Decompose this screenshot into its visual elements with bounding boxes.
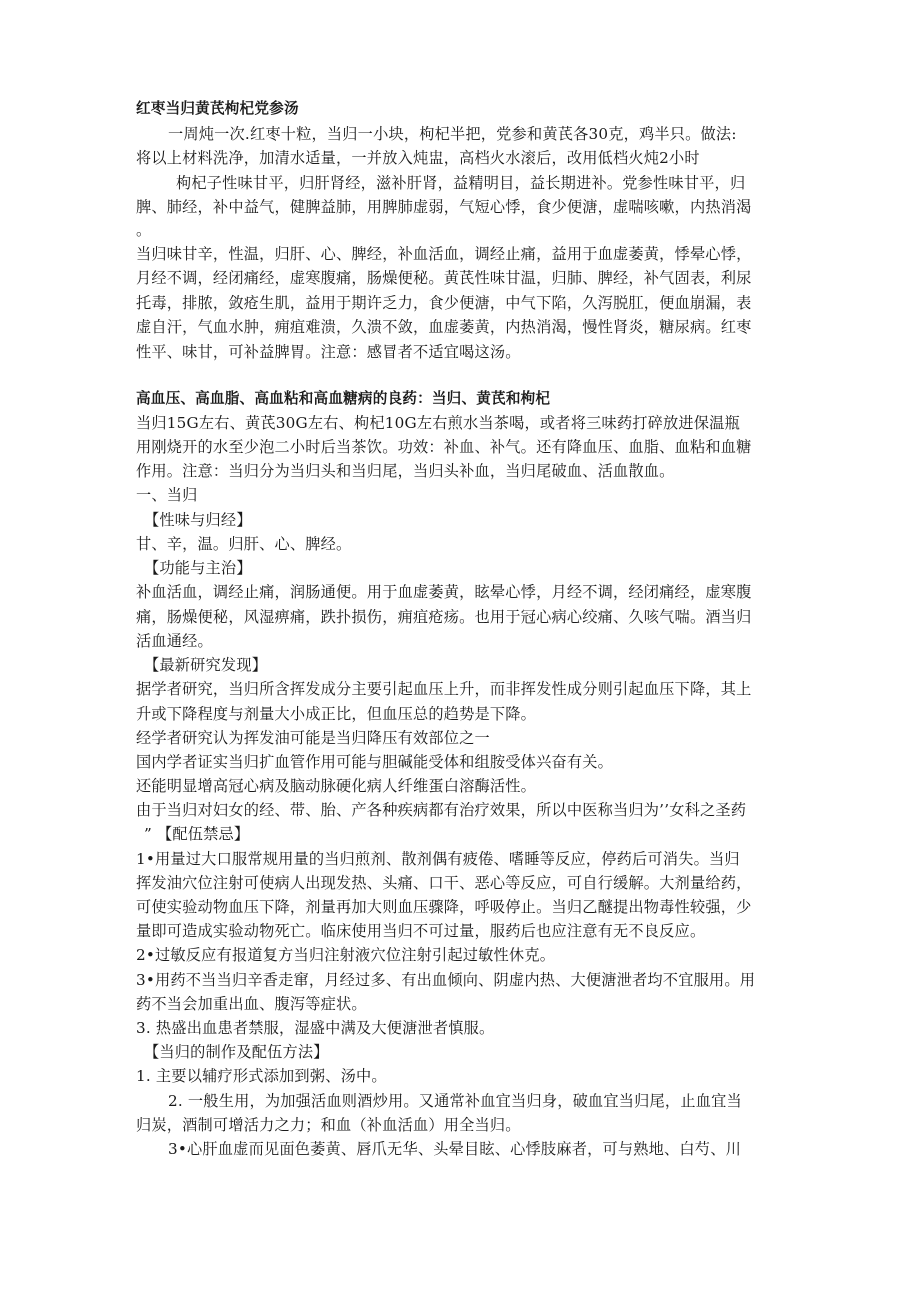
paragraph-line: 补血活血，调经止痛，润肠通便。用于血虚萎黄，眩晕心悸，月经不调，经闭痛经，虚寒腹 [136, 583, 752, 601]
paragraph-line: 作用。注意：当归分为当归头和当归尾，当归头补血，当归尾破血、活血散血。 [136, 462, 675, 480]
paragraph-line: 还能明显增高冠心病及脑动脉硬化病人纤维蛋白溶酶活性。 [136, 777, 537, 795]
paragraph-line: 甘、辛，温。归肝、心、脾经。 [136, 535, 352, 553]
paragraph-line: 当归味甘辛，性温，归肝、心、脾经，补血活血，调经止痛，益用于血虚萎黄，悸晕心悸， [136, 245, 752, 263]
paragraph-line: 经学者研究认为挥发油可能是当归降压有效部位之一 [136, 729, 490, 747]
paragraph-line: 将以上材料洗净，加清水适量，一并放入炖盅，高档火水滚后，改用低档火炖2小时 [136, 149, 700, 167]
paragraph-line: 1•用量过大口服常规用量的当归煎剂、散剂偶有疲倦、嗜睡等反应，停药后可消失。当归 [136, 850, 740, 868]
paragraph-line: 量即可造成实验动物死亡。临床使用当归不可过量，服药后也应注意有无不良反应。 [136, 922, 706, 940]
paragraph-line: 托毒，排脓，敛疮生肌，益用于期许乏力，食少便溏，中气下陷，久泻脱肛，便血崩漏，表 [136, 294, 752, 312]
paragraph-line: 一周炖一次.红枣十粒，当归一小块，枸杞半把，党参和黄芪各30克，鸡半只。做法: [168, 125, 737, 143]
paragraph-line: 活血通经。 [136, 632, 213, 650]
paragraph-line: 用刚烧开的水至少泡二小时后当茶饮。功效：补血、补气。还有降血压、血脂、血粘和血糖 [136, 438, 752, 456]
paragraph-line: 枸杞子性味甘平，归肝肾经，滋补肝肾，益精明目，益长期进补。党参性味甘平，归 [176, 174, 746, 192]
paragraph-line: 国内学者证实当归扩血管作用可能与胆碱能受体和组胺受体兴奋有关。 [136, 753, 614, 771]
paragraph-line: 2•过敏反应有报道复方当归注射液穴位注射引起过敏性休克。 [136, 946, 556, 964]
paragraph-line: 虚自汗，气血水肿，痈疽难溃，久溃不敛，血虚萎黄，内热消渴，慢性肾炎，糖尿病。红枣 [136, 318, 752, 336]
paragraph-line: 2. 一般生用，为加强活血则酒炒用。又通常补血宜当归身，破血宜当归尾，止血宜当 [168, 1092, 742, 1110]
paragraph-line: 据学者研究，当归所含挥发成分主要引起血压上升，而非挥发性成分则引起血压下降，其上 [136, 680, 752, 698]
paragraph-line: 月经不调，经闭痛经，虚寒腹痛，肠燥便秘。黄芪性味甘温，归肺、脾经，补气固表，利尿 [136, 269, 752, 287]
subsection-heading: 一、当归 [136, 486, 198, 504]
section-2-title: 高血压、高血脂、高血粘和高血糖病的良药：当归、黄芪和枸杞 [136, 390, 551, 407]
paragraph-line: 3•心肝血虚而见面色萎黄、唇爪无华、头晕目眩、心悸肢麻者，可与熟地、白芍、川 [168, 1140, 741, 1158]
section-1-title: 红枣当归黄芪枸杞党参汤 [136, 100, 299, 117]
paragraph-line: 。 [136, 221, 152, 239]
paragraph-line: 升或下降程度与剂量大小成正比，但血压总的趋势是下降。 [136, 705, 537, 723]
bracket-heading: 【性味与归经】 [144, 511, 252, 529]
paragraph-line: 药不当会加重出血、腹泻等症状。 [136, 995, 367, 1013]
paragraph-line: 1. 主要以辅疗形式添加到粥、汤中。 [136, 1067, 387, 1085]
paragraph-line: 归炭，酒制可增活力之力；和血（补血活血）用全当归。 [136, 1116, 521, 1134]
paragraph-line: 可使实验动物血压下降，剂量再加大则血压骤降，呼吸停止。当归乙醚提出物毒性较强，少 [136, 898, 752, 916]
paragraph-line: 脾、肺经，补中益气，健脾益肺，用脾肺虚弱，气短心悸，食少便溏，虚喘咳嗽，内热消渴 [136, 198, 752, 216]
paragraph-line: 当归15G左右、黄芪30G左右、枸杞10G左右煎水当茶喝，或者将三味药打碎放进保温瓶 [136, 414, 740, 432]
paragraph-line: 3. 热盛出血患者禁服，湿盛中满及大便溏泄者慎服。 [136, 1019, 495, 1037]
bracket-heading: 【当归的制作及配伍方法】 [144, 1043, 329, 1061]
paragraph-line: 3•用药不当当归辛香走窜，月经过多、有出血倾向、阴虚内热、大便溏泄者均不宜服用。用 [136, 971, 756, 989]
paragraph-line: 性平、味甘，可补益脾胃。注意：感冒者不适宜喝这汤。 [136, 343, 521, 361]
paragraph-line: 由于当归对妇女的经、带、胎、产各种疾病都有治疗效果，所以中医称当归为’’女科之圣药 [136, 801, 747, 819]
bracket-heading: ” 【配伍禁忌】 [144, 825, 250, 843]
bracket-heading: 【功能与主治】 [144, 559, 252, 577]
bracket-heading: 【最新研究发现】 [144, 656, 268, 674]
paragraph-line: 挥发油穴位注射可使病人出现发热、头痛、口干、恶心等反应，可自行缓解。大剂量给药， [136, 874, 752, 892]
paragraph-line: 痛，肠燥便秘，风湿痹痛，跌扑损伤，痈疽疮疡。也用于冠心病心绞痛、久咳气喘。酒当归 [136, 608, 752, 626]
